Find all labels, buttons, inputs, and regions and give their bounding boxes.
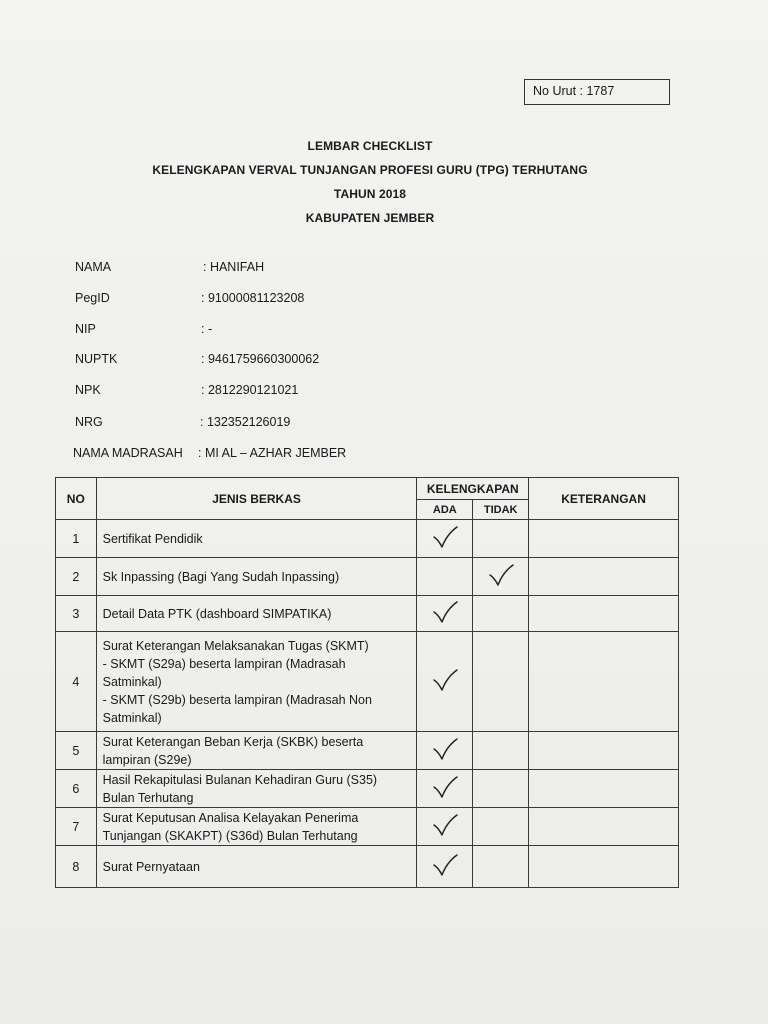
field-madrasah	[0, 444, 700, 462]
row-keterangan	[529, 846, 679, 888]
jenis-berkas-line: Hasil Rekapitulasi Bulanan Kehadiran Guru (S35)	[102, 772, 378, 787]
title-line-1: LEMBAR CHECKLIST	[307, 139, 433, 153]
row-keterangan	[529, 558, 679, 596]
field-value: : -	[201, 322, 213, 336]
table-row	[56, 808, 679, 846]
jenis-berkas-line: Surat Keterangan Melaksanakan Tugas (SKMT)	[102, 638, 369, 653]
row-keterangan	[529, 770, 679, 808]
row-ada-cell	[417, 596, 473, 632]
row-jenis-berkas	[96, 770, 417, 808]
jenis-berkas-line: Sertifikat Pendidik	[102, 531, 203, 546]
row-keterangan	[529, 520, 679, 558]
field-nama	[0, 258, 700, 276]
checkmark-icon	[432, 526, 458, 548]
row-keterangan	[529, 632, 679, 732]
checkmark-icon	[432, 776, 458, 798]
header-jenis-berkas: JENIS BERKAS	[96, 478, 417, 520]
title-line-3: TAHUN 2018	[333, 187, 407, 201]
checkmark-icon	[432, 814, 458, 836]
field-value: : 132352126019	[200, 415, 291, 429]
field-label: NUPTK	[75, 352, 118, 366]
checkmark-icon	[432, 738, 458, 760]
field-pegid	[0, 289, 700, 307]
field-label: NIP	[75, 322, 96, 336]
jenis-berkas-line: Satminkal)	[102, 710, 162, 725]
no-urut-box: No Urut : 1787	[524, 79, 670, 105]
row-tidak-cell	[473, 732, 529, 770]
field-label: NRG	[75, 415, 103, 429]
table-row	[56, 520, 679, 558]
jenis-berkas-line: - SKMT (S29b) beserta lampiran (Madrasah Non	[102, 692, 372, 707]
row-tidak-cell	[473, 558, 529, 596]
row-tidak-cell	[473, 520, 529, 558]
table-row	[56, 632, 679, 732]
row-number: 7	[56, 808, 97, 846]
row-ada-cell	[417, 732, 473, 770]
row-number: 8	[56, 846, 97, 888]
row-tidak-cell	[473, 596, 529, 632]
row-number: 1	[56, 520, 97, 558]
field-label: PegID	[75, 291, 110, 305]
table-row	[56, 596, 679, 632]
jenis-berkas-line: Tunjangan (SKAKPT) (S36d) Bulan Terhutang	[102, 828, 358, 843]
table-row	[56, 732, 679, 770]
jenis-berkas-line: - SKMT (S29a) beserta lampiran (Madrasah	[102, 656, 346, 671]
jenis-berkas-line: Surat Pernyataan	[102, 859, 200, 874]
field-label: NAMA MADRASAH	[73, 446, 183, 460]
checkmark-icon	[432, 854, 458, 876]
field-value: : MI AL – AZHAR JEMBER	[198, 446, 347, 460]
row-jenis-berkas	[96, 846, 417, 888]
row-tidak-cell	[473, 808, 529, 846]
checkmark-icon	[432, 601, 458, 623]
field-value: : 91000081123208	[201, 291, 305, 305]
row-number: 3	[56, 596, 97, 632]
header-tidak: TIDAK	[473, 500, 529, 520]
checklist-table	[55, 477, 679, 888]
row-keterangan	[529, 808, 679, 846]
table-row	[56, 558, 679, 596]
jenis-berkas-line: Surat Keterangan Beban Kerja (SKBK) beserta	[102, 734, 364, 749]
document-title	[0, 134, 740, 230]
jenis-berkas-line: lampiran (S29e)	[102, 752, 192, 767]
row-ada-cell	[417, 770, 473, 808]
row-tidak-cell	[473, 770, 529, 808]
field-nrg	[0, 413, 700, 431]
row-jenis-berkas	[96, 596, 417, 632]
row-number: 4	[56, 632, 97, 732]
field-value: : HANIFAH	[203, 260, 265, 274]
title-line-2: KELENGKAPAN VERVAL TUNJANGAN PROFESI GURU (TPG) TERHUTANG	[152, 163, 588, 177]
row-jenis-berkas	[96, 808, 417, 846]
row-tidak-cell	[473, 846, 529, 888]
row-ada-cell	[417, 632, 473, 732]
field-npk	[0, 381, 700, 399]
row-tidak-cell	[473, 632, 529, 732]
row-ada-cell	[417, 846, 473, 888]
header-kelengkapan: KELENGKAPAN	[417, 478, 529, 500]
table-row	[56, 846, 679, 888]
row-jenis-berkas	[96, 520, 417, 558]
table-row	[56, 770, 679, 808]
row-number: 5	[56, 732, 97, 770]
row-ada-cell	[417, 520, 473, 558]
row-keterangan	[529, 732, 679, 770]
field-value: : 2812290121021	[201, 383, 299, 397]
jenis-berkas-line: Detail Data PTK (dashboard SIMPATIKA)	[102, 606, 332, 621]
jenis-berkas-line: Sk Inpassing (Bagi Yang Sudah Inpassing)	[102, 569, 340, 584]
checkmark-icon	[488, 564, 514, 586]
header-ada: ADA	[417, 500, 473, 520]
header-no: NO	[56, 478, 97, 520]
row-jenis-berkas	[96, 632, 417, 732]
row-number: 6	[56, 770, 97, 808]
field-label: NAMA	[75, 260, 112, 274]
field-value: : 9461759660300062	[201, 352, 320, 366]
row-jenis-berkas	[96, 558, 417, 596]
row-jenis-berkas	[96, 732, 417, 770]
row-keterangan	[529, 596, 679, 632]
field-nip	[0, 320, 700, 338]
header-keterangan: KETERANGAN	[529, 478, 679, 520]
row-ada-cell	[417, 558, 473, 596]
jenis-berkas-line: Satminkal)	[102, 674, 162, 689]
row-number: 2	[56, 558, 97, 596]
title-line-4: KABUPATEN JEMBER	[305, 211, 435, 225]
jenis-berkas-line: Bulan Terhutang	[102, 790, 194, 805]
row-ada-cell	[417, 808, 473, 846]
field-nuptk	[0, 350, 700, 368]
jenis-berkas-line: Surat Keputusan Analisa Kelayakan Penerima	[102, 810, 359, 825]
checkmark-icon	[432, 669, 458, 691]
field-label: NPK	[75, 383, 101, 397]
